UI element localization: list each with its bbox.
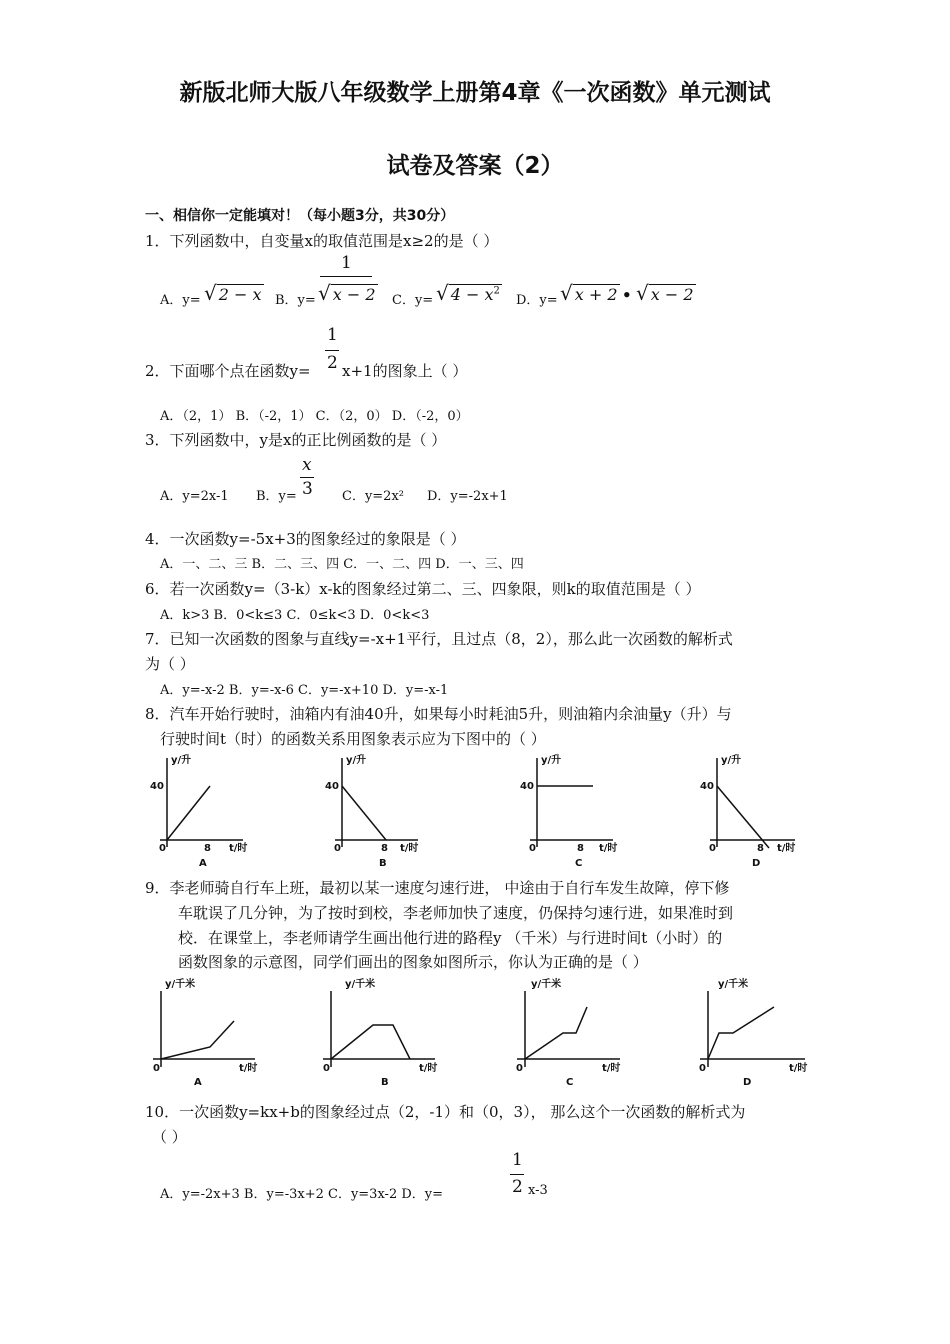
graph-line — [342, 786, 386, 840]
q7-stem-line-2: 为（ ） — [145, 655, 195, 673]
x-label: t/时 — [419, 1063, 438, 1074]
q10-option-d-denominator: 2 — [512, 1177, 523, 1197]
x-label: t/时 — [789, 1063, 808, 1074]
q1-option-b-fraction-bar — [320, 276, 372, 277]
graph-label: B — [381, 1077, 389, 1088]
graph-label: B — [379, 858, 387, 869]
q3-stem: 3．下列函数中，y是x的正比例函数的是（ ） — [145, 431, 447, 449]
q8-graph-b — [320, 752, 430, 870]
title-line-2: 试卷及答案（2） — [386, 153, 564, 179]
y-label: y/千米 — [345, 979, 376, 990]
q3-option-b-denominator: 3 — [302, 479, 313, 499]
q3-option-c: C．y=2x² — [342, 489, 404, 504]
graph-label: A — [194, 1077, 202, 1088]
q9-graph-d — [685, 975, 810, 1090]
graph-label: D — [743, 1077, 752, 1088]
q7-stem-line-1: 7．已知一次函数的图象与直线y=-x+1平行，且过点（8，2），那么此一次函数的解析式 — [145, 630, 733, 648]
graph-line — [331, 1025, 410, 1059]
q1-option-d-prefix: D．y= — [516, 293, 558, 308]
x-label: t/时 — [239, 1063, 258, 1074]
origin-label: 0 — [153, 1063, 160, 1074]
q6-stem: 6．若一次函数y=（3-k）x-k的图象经过第二、三、四象限，则k的取值范围是（ ） — [145, 580, 701, 598]
y-label: y/千米 — [165, 979, 196, 990]
q2-denominator: 2 — [327, 353, 338, 373]
q9-graph-c — [498, 975, 623, 1090]
q1-option-c-radical: √ $4 - x^2$ — [436, 281, 500, 305]
q9-graph-b — [315, 975, 440, 1090]
y-tick-40: 40 — [700, 781, 714, 792]
y-tick-40: 40 — [150, 781, 164, 792]
origin-label: 0 — [699, 1063, 706, 1074]
y-label: y/升 — [346, 755, 367, 766]
q6-options: A．k>3 B．0<k≤3 C．0≤k<3 D．0<k<3 — [160, 608, 430, 623]
q8-graph-c — [515, 752, 625, 870]
origin-label: 0 — [529, 843, 536, 854]
q3-option-a: A．y=2x-1 — [160, 489, 229, 504]
x-label: t/时 — [599, 843, 618, 854]
y-label: y/升 — [721, 755, 742, 766]
graph-line — [167, 786, 210, 840]
q10-options: A．y=-2x+3 B．y=-3x+2 C．y=3x-2 D．y= — [160, 1187, 444, 1202]
y-label: y/千米 — [718, 979, 749, 990]
graph-label: D — [752, 858, 761, 869]
q1-option-a-radical: √ 2 − x — [204, 281, 262, 305]
origin-label: 0 — [516, 1063, 523, 1074]
q10-option-d-fraction-bar — [510, 1174, 524, 1175]
q8-stem-line-1: 8．汽车开始行驶时，油箱内有油40升，如果每小时耗油5升，则油箱内余油量y（升）与 — [145, 705, 732, 723]
q3-option-b-prefix: B．y= — [256, 489, 297, 504]
y-label: y/千米 — [531, 979, 562, 990]
q10-option-d-tail: x-3 — [528, 1183, 548, 1198]
graph-line — [525, 1007, 587, 1059]
q1-option-c-prefix: C．y= — [392, 293, 434, 308]
q2-numerator: 1 — [327, 325, 338, 345]
origin-label: 0 — [159, 843, 166, 854]
q8-graph-a — [145, 752, 250, 870]
graph-line — [717, 786, 769, 848]
section-heading: 一、相信你一定能填对！（每小题3分，共30分） — [145, 208, 455, 224]
q4-stem: 4．一次函数y=-5x+3的图象经过的象限是（ ） — [145, 530, 466, 548]
q10-option-d-numerator: 1 — [512, 1150, 523, 1170]
x-tick-8: 8 — [757, 843, 764, 854]
q9-stem-line-2: 车耽误了几分钟，为了按时到校，李老师加快了速度，仍保持匀速行进，如果准时到 — [178, 904, 734, 922]
graph-line — [161, 1021, 234, 1059]
origin-label: 0 — [323, 1063, 330, 1074]
x-label: t/时 — [602, 1063, 621, 1074]
q9-stem-line-1: 9．李老师骑自行车上班，最初以某一速度匀速行进， 中途由于自行车发生故障，停下修 — [145, 879, 730, 897]
x-tick-8: 8 — [577, 843, 584, 854]
q2-options: A．（2，1） B．（-2，1） C．（2，0） D．（-2，0） — [160, 409, 469, 424]
x-tick-8: 8 — [204, 843, 211, 854]
q1-option-d-radical-1: √ x + 2 — [560, 281, 618, 305]
q9-graph-a — [145, 975, 260, 1090]
q4-options: A．一、二、三 B．二、三、四 C．一、二、四 D．一、三、四 — [160, 557, 524, 572]
q1-option-b-prefix: B．y= — [275, 293, 316, 308]
q9-stem-line-3: 校．在课堂上，李老师请学生画出他行进的路程y （千米）与行进时间t（小时）的 — [178, 929, 723, 947]
q1-option-d-radical-2: √ x − 2 — [636, 281, 694, 305]
q3-option-b-numerator: x — [302, 455, 312, 475]
graph-line — [708, 1007, 774, 1059]
q1-option-a-prefix: A．y= — [160, 293, 201, 308]
y-label: y/升 — [541, 755, 562, 766]
y-tick-40: 40 — [520, 781, 534, 792]
q10-stem-line-2: （ ） — [152, 1128, 187, 1146]
q1-option-b-numerator: 1 — [341, 253, 352, 273]
q2-stem-a: 2．下面哪个点在函数y= — [145, 362, 311, 380]
q7-options: A．y=-x-2 B．y=-x-6 C．y=-x+10 D．y=-x-1 — [160, 683, 449, 698]
q3-option-d: D．y=-2x+1 — [427, 489, 508, 504]
title-line-1: 新版北师大版八年级数学上册第4章《一次函数》单元测试 — [179, 80, 771, 106]
q1-option-b-radical: √ x − 2 — [318, 281, 376, 305]
graph-label: A — [199, 858, 207, 869]
y-tick-40: 40 — [325, 781, 339, 792]
x-label: t/时 — [777, 843, 796, 854]
origin-label: 0 — [709, 843, 716, 854]
y-label: y/升 — [171, 755, 192, 766]
q3-option-b-fraction-bar — [300, 477, 314, 478]
q2-fraction-bar — [325, 350, 339, 351]
q2-stem-b: x+1的图象上（ ） — [342, 362, 468, 380]
q9-stem-line-4: 函数图象的示意图，同学们画出的图象如图所示，你认为正确的是（ ） — [178, 953, 648, 971]
x-label: t/时 — [229, 843, 248, 854]
q1-stem: 1．下列函数中，自变量x的取值范围是x≥2的是（ ） — [145, 232, 499, 250]
x-tick-8: 8 — [381, 843, 388, 854]
q1-option-d-dot: • — [622, 286, 632, 304]
q8-graph-d — [695, 752, 807, 870]
graph-label: C — [566, 1077, 574, 1088]
q10-stem-line-1: 10．一次函数y=kx+b的图象经过点（2，-1）和（0，3）， 那么这个一次函数的解析式为 — [145, 1103, 746, 1121]
q8-stem-line-2: 行驶时间t（时）的函数关系用图象表示应为下图中的（ ） — [160, 730, 546, 748]
origin-label: 0 — [334, 843, 341, 854]
x-label: t/时 — [400, 843, 419, 854]
graph-label: C — [575, 858, 583, 869]
